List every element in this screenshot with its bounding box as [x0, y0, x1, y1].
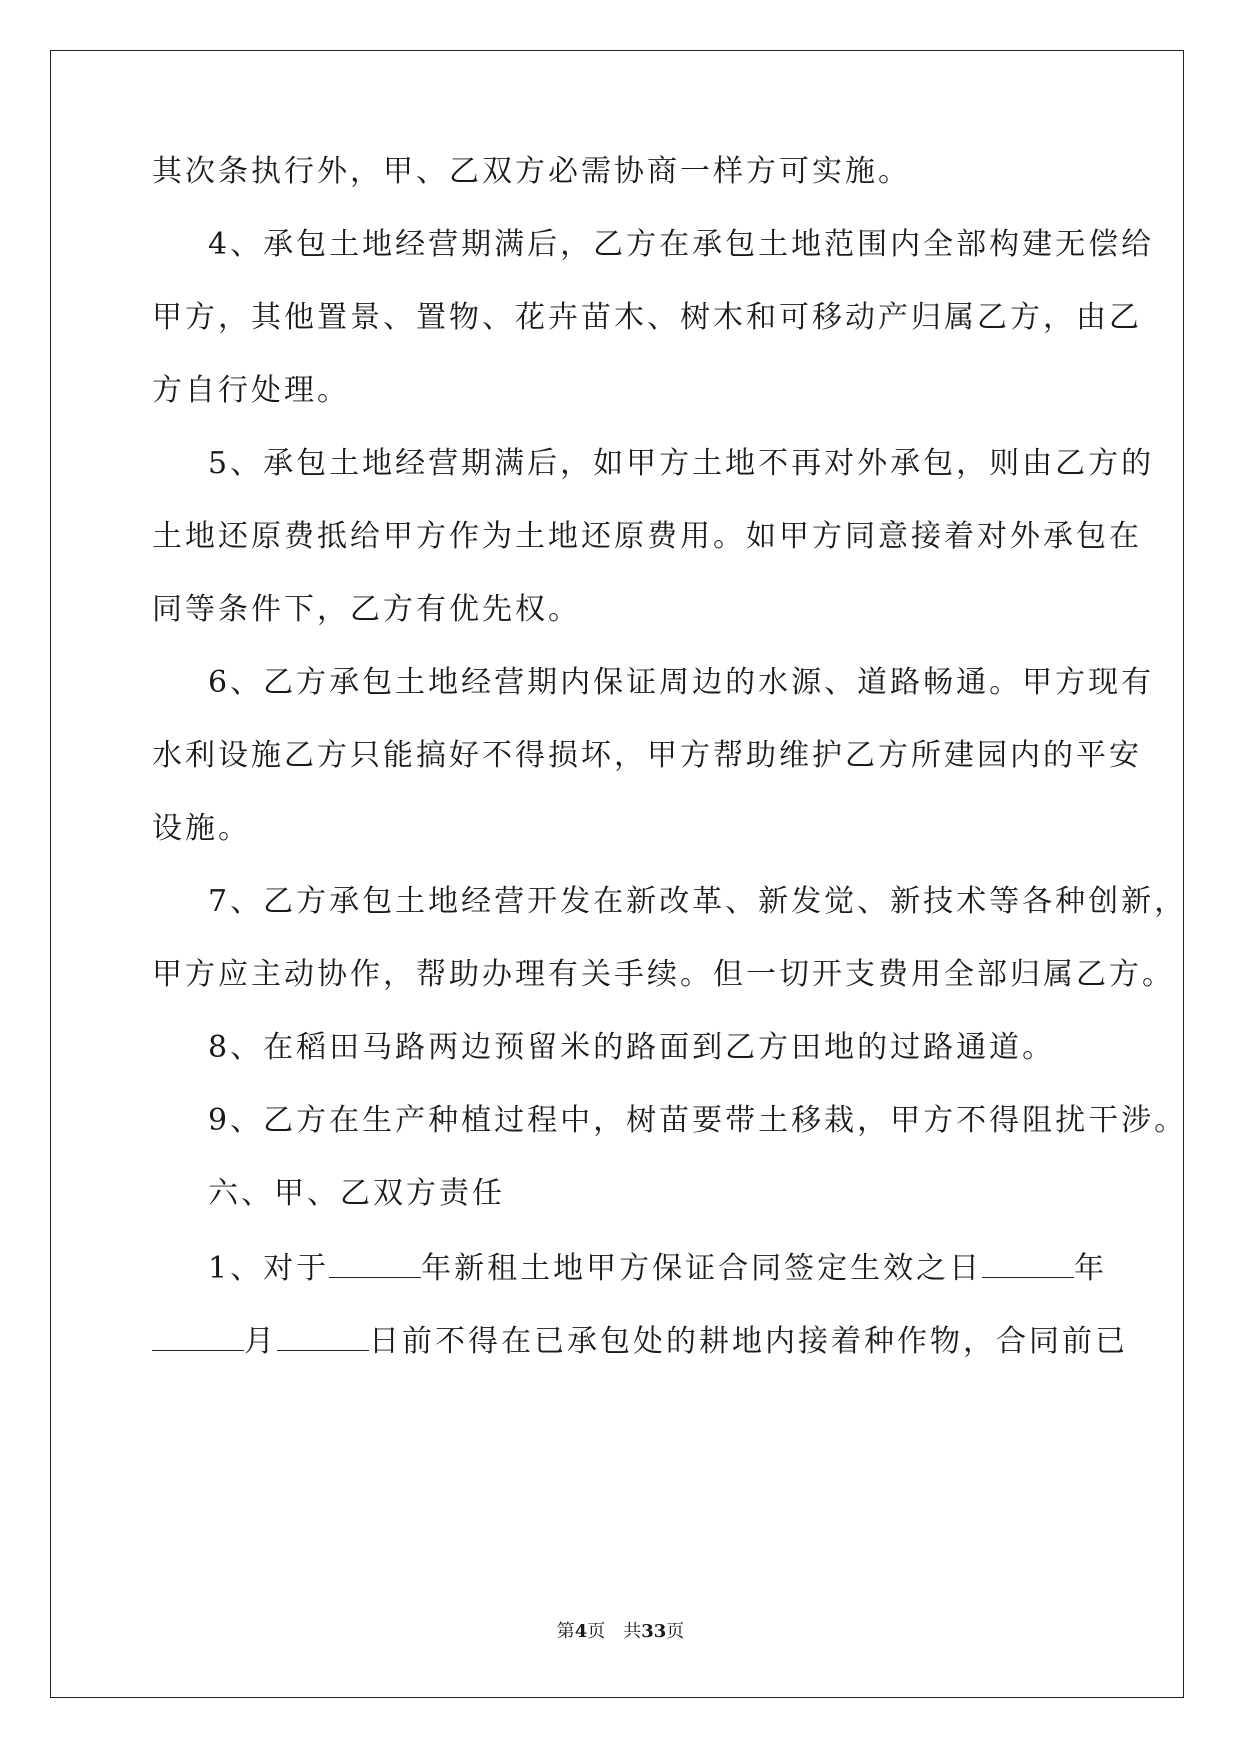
footer-page-suffix: 页 — [587, 1621, 606, 1642]
text-line: 4、承包土地经营期满后，乙方在承包土地范围内全部构建无偿给 — [208, 227, 1155, 262]
section-heading: 六、甲、乙双方责任 — [208, 1176, 505, 1211]
text-line: 5、承包土地经营期满后，如甲方土地不再对外承包，则由乙方的 — [208, 446, 1155, 481]
text-line: 甲方应主动协作，帮助办理有关手续。但一切开支费用全部归属乙方。 — [152, 957, 1175, 992]
text-line: 水利设施乙方只能搞好不得损坏，甲方帮助维护乙方所建园内的平安 — [152, 738, 1142, 773]
text-line: 7、乙方承包土地经营开发在新改革、新发觉、新技术等各种创新， — [208, 884, 1188, 919]
text-line — [208, 1247, 1107, 1289]
fill-blank — [152, 1320, 244, 1351]
text-line: 6、乙方承包土地经营期内保证周边的水源、道路畅通。甲方现有 — [208, 665, 1155, 700]
text-segment: 日前不得在已承包处的耕地内接着种作物，合同前已 — [369, 1324, 1128, 1359]
text-segment: 1、对于 — [208, 1251, 330, 1286]
text-line: 9、乙方在生产种植过程中，树苗要带土移栽，甲方不得阻扰干涉。 — [208, 1103, 1188, 1138]
text-line: 方自行处理。 — [152, 373, 350, 408]
text-line: 土地还原费抵给甲方作为土地还原费用。如甲方同意接着对外承包在 — [152, 519, 1142, 554]
text-segment: 月 — [244, 1324, 277, 1359]
current-page-number: 4 — [574, 1621, 588, 1642]
footer-total-suffix: 页 — [666, 1621, 685, 1642]
footer-prefix: 第 — [556, 1621, 575, 1642]
fill-blank — [329, 1247, 421, 1278]
text-line — [152, 1320, 1128, 1362]
total-pages: 33 — [641, 1621, 667, 1642]
text-line: 其次条执行外，甲、乙双方必需协商一样方可实施。 — [152, 154, 911, 189]
fill-blank — [277, 1320, 369, 1351]
text-line: 8、在稻田马路两边预留米的路面到乙方田地的过路通道。 — [208, 1030, 1056, 1065]
footer-total-prefix: 共 — [623, 1621, 642, 1642]
text-line: 设施。 — [152, 811, 251, 846]
fill-blank — [982, 1247, 1074, 1278]
text-line: 同等条件下，乙方有优先权。 — [152, 592, 581, 627]
text-line: 甲方，其他置景、置物、花卉苗木、树木和可移动产归属乙方，由乙 — [152, 300, 1142, 335]
page-footer — [0, 1620, 1241, 1644]
text-segment: 年新租土地甲方保证合同签定生效之日 — [421, 1251, 983, 1286]
text-segment: 年 — [1074, 1251, 1108, 1286]
